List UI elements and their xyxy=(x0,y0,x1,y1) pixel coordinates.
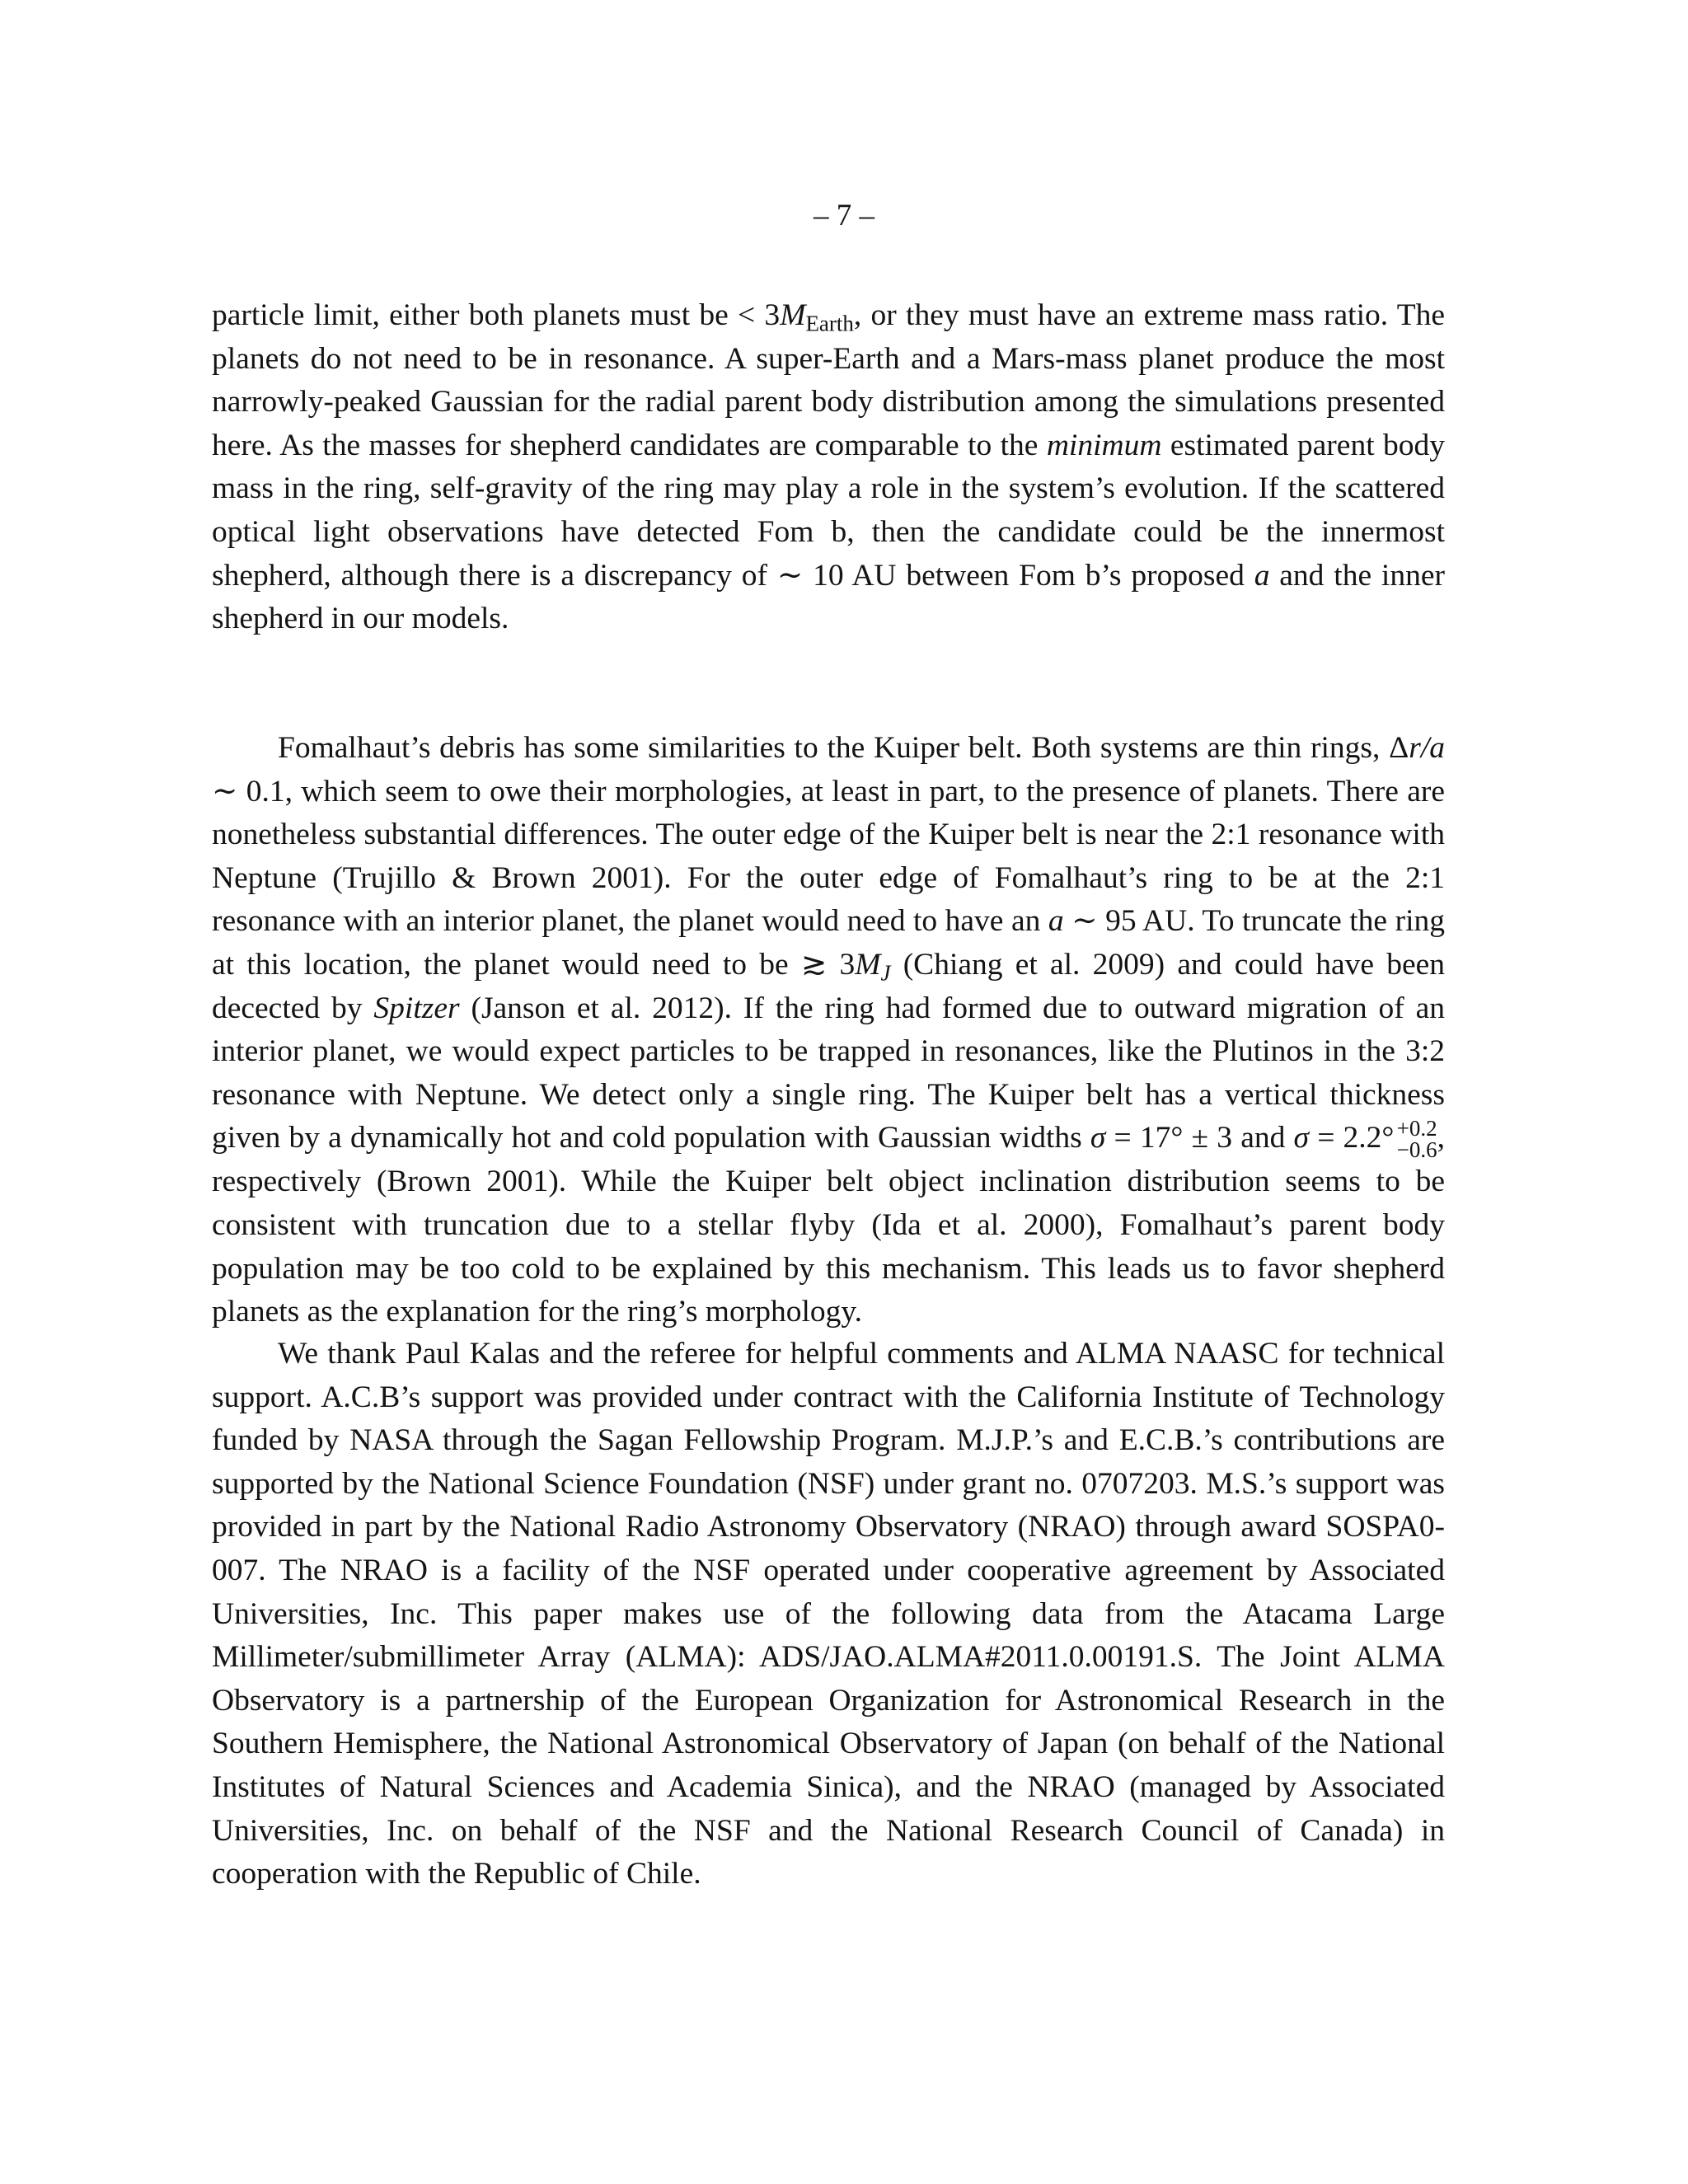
text-run: estimated parent body mass in the ring, self-gravity of the ring may play a role in the system’s evolution. If the scattered optical light observations have detected Fom b, then the candidate could be the innermost shepherd, although there is a discrepancy of xyxy=(212,428,1445,593)
text-run: and the inner shepherd in our models. xyxy=(212,558,1445,636)
text-run: (Janson et al. 2012). If the ring had formed due to outward migration of an interior planet, we would expect particles to be trapped in resonances, like the Plutinos in the 3:2 resonance with Neptune. We detect only a single ring. The Kuiper belt has a vertical thickness given by a dynamically hot and cold population with Gaussian widths xyxy=(212,991,1445,1155)
math-jupiter-subscript: J xyxy=(880,960,891,986)
page-number: – 7 – xyxy=(814,199,874,232)
text-run: particle limit, either both planets must be xyxy=(212,298,738,332)
math-sigma: σ xyxy=(1090,1121,1106,1155)
math-sigma-hot-value: = 17° ± 3 xyxy=(1105,1121,1233,1155)
math-r: r xyxy=(1409,731,1421,765)
text-run: AU between Fom b’s proposed xyxy=(843,558,1254,593)
text-run: , or they must have an extreme mass ratio. The planets do not need to be in resonance. A super-Earth and a Mars-mass planet produce the most narrowly-peaked Gaussian for the radial parent body distribution among the simulations presented here. As the masses for shepherd candidates are comparable to the xyxy=(212,298,1445,462)
emphasis-spitzer: Spitzer xyxy=(373,991,460,1025)
math-a: a xyxy=(1429,731,1445,765)
math-sigma: σ xyxy=(1293,1121,1310,1155)
text-run: and xyxy=(1232,1121,1294,1155)
text-run: , respectively (Brown 2001). While the Kuiper belt object inclination distribution seems to be consistent with truncation due to a stellar flyby (Ida et al. 2000), Fomalhaut’s parent body population may be too cold to be explained by this mechanism. This leads us to favor shepherd planets as the explanation for the ring’s morphology. xyxy=(212,1121,1446,1329)
math-asymmetric-error xyxy=(1397,1118,1437,1160)
text-run: (Chiang et al. 2009) and could have been decected by xyxy=(212,947,1446,1025)
paragraph-kuiper-comparison xyxy=(212,727,1445,1334)
math-gtrsim-3: ≳ 3 xyxy=(800,947,856,982)
text-run: , which seem to owe their morphologies, at least in part, to the presence of planets. There are nonetheless substantial differences. The outer edge of the Kuiper belt is near the 2:1 resonance with Neptune (Trujillo & Brown 2001). For the outer edge of Fomalhaut’s ring to be at the 2:1 resonance with an interior planet, the planet would need to have an xyxy=(212,774,1446,939)
math-earth-subscript: Earth xyxy=(805,311,854,336)
text-run: Fomalhaut’s debris has some similarities to the Kuiper belt. Both systems are thin rings, xyxy=(278,731,1390,765)
paragraph-shepherd-planets xyxy=(212,294,1445,641)
text-run: AU. To truncate the ring at this location, the planet would need to be xyxy=(212,904,1446,982)
paragraph-text xyxy=(212,727,1445,1334)
math-sim-10: ∼ 10 xyxy=(776,558,844,593)
math-sim-95: ∼ 95 xyxy=(1063,904,1137,939)
paragraph-text xyxy=(212,294,1445,641)
paragraph-text: We thank Paul Kalas and the referee for helpful comments and ALMA NAASC for technical support. A.C.B’s support was provided under contract with the California Institute of Technology funded by NASA through the Sagan Fellowship Program. M.J.P.’s and E.C.B.’s contributions are supported by the National Science Foundation (NSF) under grant no. 0707203. M.S.’s support was provided in part by the National Radio Astronomy Observatory (NRAO) through award SOSPA0-007. The NRAO is a facility of the NSF operated under cooperative agreement by Associated Universities, Inc. This paper makes use of the following data from the Atacama Large Millimeter/submillimeter Array (ALMA): ADS/JAO.ALMA#2011.0.00191.S. The Joint ALMA Observatory is a partnership of the European Organization for Astronomical Research in the Southern Hemisphere, the National Astronomical Observatory of Japan (on behalf of the National Institutes of Natural Sciences and Academia Sinica), and the NRAO (managed by Associated Universities, Inc. on behalf of the NSF and the National Research Council of Canada) in cooperation with the Republic of Chile. xyxy=(212,1337,1445,1891)
math-slash: / xyxy=(1420,731,1430,765)
math-lt-3: < 3 xyxy=(738,298,781,332)
math-delta: Δ xyxy=(1389,731,1409,765)
math-mass-symbol: M xyxy=(855,947,881,982)
math-semimajor-axis: a xyxy=(1254,558,1270,593)
math-a: a xyxy=(1048,904,1064,939)
emphasis-minimum: minimum xyxy=(1046,428,1162,462)
paragraph-acknowledgments xyxy=(212,1333,1445,1896)
math-mass-symbol: M xyxy=(780,298,806,332)
math-sim-01: ∼ 0.1 xyxy=(212,774,285,808)
math-error-minus: −0.6 xyxy=(1396,1137,1437,1162)
math-error-plus: +0.2 xyxy=(1396,1116,1437,1141)
math-sigma-cold-value: = 2.2° xyxy=(1309,1121,1395,1155)
